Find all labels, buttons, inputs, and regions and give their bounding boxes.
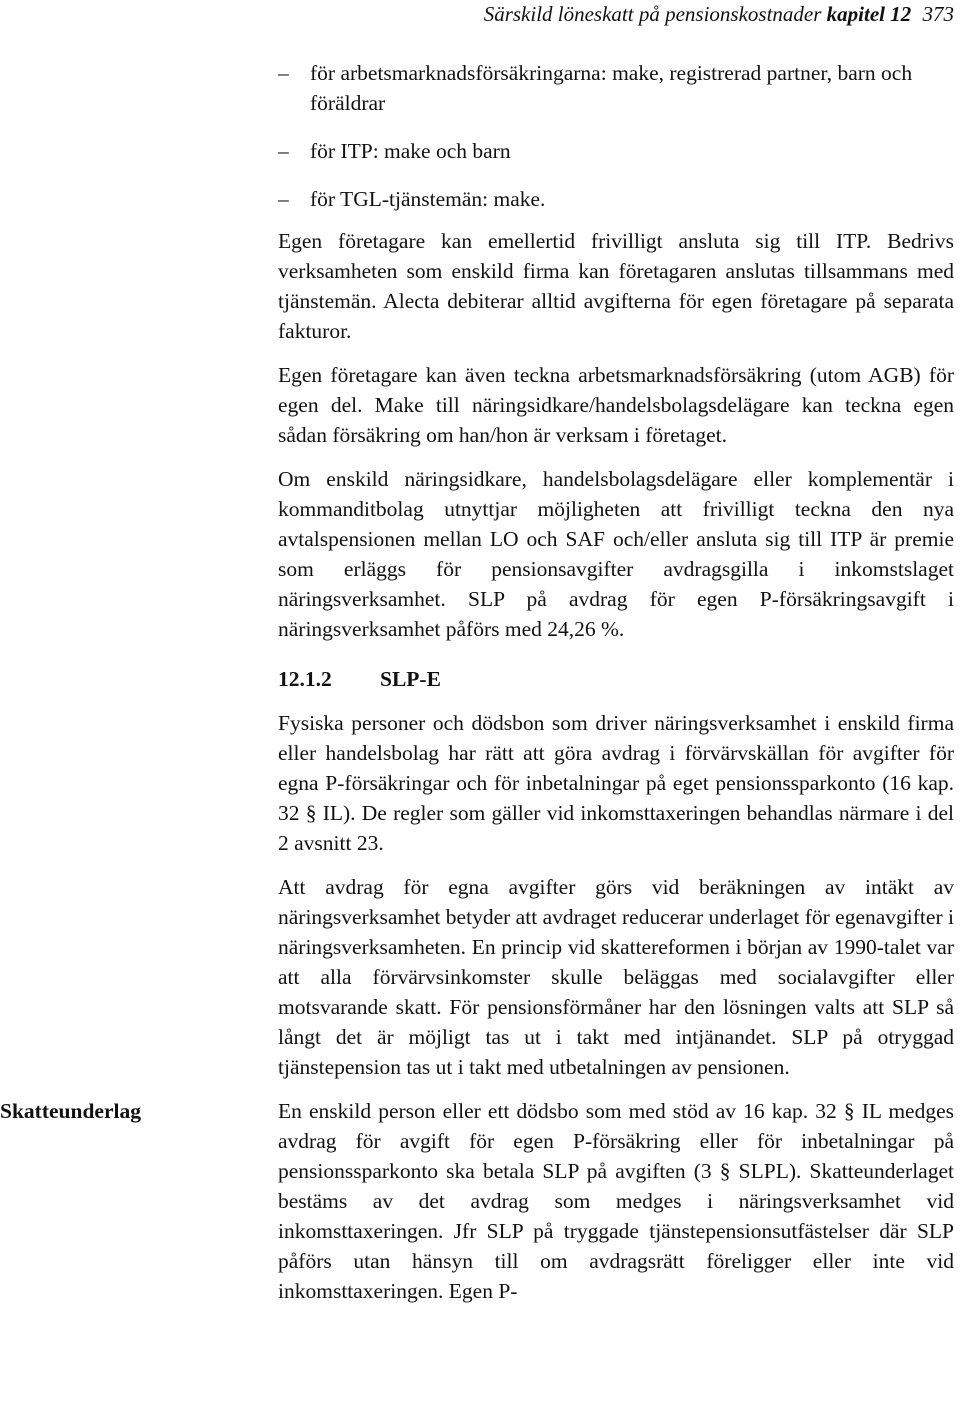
- relatives-list: [278, 58, 954, 214]
- list-item: [278, 136, 954, 166]
- dash-bullet: –: [278, 187, 289, 211]
- paragraph-labour-insurance: Egen företagare kan även teckna arbetsmarknadsförsäkring (utom AGB) för egen del. Make till näringsidkare/handelsbolagsdelägare kan teckna egen sådan försäkring om han/hon är verksam i företaget.: [278, 363, 954, 447]
- list-item-text: för TGL-tjänstemän: make.: [310, 187, 546, 211]
- page-number: 373: [922, 2, 954, 26]
- section-heading: [278, 664, 954, 694]
- paragraph-reform-principle: Att avdrag för egna avgifter görs vid beräkningen av intäkt av näringsverksamhet betyder att avdraget reducerar underlaget för egenavgifter i näringsverksamheten. En princip vid skattereformen i början av 1990-talet var att alla förvärvsinkomster skulle beläggas med socialavgifter eller motsvarande skatt. För pensionsförmåner har den lösningen valts att SLP så långt det är möjligt tas ut i takt med intjänandet. SLP på otryggad tjänstepension tas ut i takt med utbetalningen av pensionen.: [278, 875, 954, 1079]
- paragraph-tax-base: En enskild person eller ett dödsbo som med stöd av 16 kap. 32 § IL medges avdrag för avgift för egen P-försäkring eller för inbetalningar på pensionssparkonto ska betala SLP på avgiften (3 § SLPL). Skatteunderlaget bestäms av det avdrag som medges i näringsverksamhet vid inkomsttaxeringen. Jfr SLP på tryggade tjänstepensionsutfästelser där SLP påförs utan hänsyn till om avdragsrätt föreligger eller inte vid inkomsttaxeringen. Egen P-: [278, 1099, 954, 1303]
- running-title: Särskild löneskatt på pensionskostnader: [483, 2, 822, 26]
- chapter-label: kapitel 12: [826, 2, 912, 26]
- paragraph-itp-connection: Egen företagare kan emellertid frivilligt ansluta sig till ITP. Bedrivs verksamheten som enskild firma kan företagaren anslutas tillsammans med tjänstemän. Alecta debiterar alltid avgifterna för egen företagare på separata fakturor.: [278, 229, 954, 343]
- dash-bullet: –: [278, 61, 289, 85]
- list-item: [278, 184, 954, 214]
- margin-label: Skatteunderlag: [0, 1099, 141, 1123]
- section-title: SLP-E: [380, 667, 441, 691]
- paragraph-deductible-premiums: Om enskild näringsidkare, handelsbolagsdelägare eller komplementär i kommanditbolag utnyttjar möjligheten att frivilligt teckna den nya avtalspensionen mellan LO och SAF och/eller ansluta sig till ITP är premie som erläggs för pensionsavgifter avdragsgilla i inkomstslaget näringsverksamhet. SLP på avdrag för egen P-försäkringsavgift i näringsverksamhet påförs med 24,26 %.: [278, 467, 954, 641]
- list-item: [278, 58, 954, 118]
- dash-bullet: –: [278, 139, 289, 163]
- paragraph-deduction-right: Fysiska personer och dödsbon som driver näringsverksamhet i enskild firma eller handelsbolag har rätt att göra avdrag i förvärvskällan för avgifter för egna P-försäkringar och för inbetalningar på eget pensionssparkonto (16 kap. 32 § IL). De regler som gäller vid inkomsttaxeringen behandlas närmare i del 2 avsnitt 23.: [278, 711, 954, 855]
- list-item-text: för ITP: make och barn: [310, 139, 511, 163]
- section-number: 12.1.2: [278, 667, 332, 691]
- page-body: [0, 58, 954, 1320]
- tax-base-section: [0, 1096, 954, 1306]
- list-item-text: för arbetsmarknadsförsäkringarna: make, registrerad partner, barn och föräldrar: [310, 61, 913, 115]
- page-header: [484, 2, 954, 27]
